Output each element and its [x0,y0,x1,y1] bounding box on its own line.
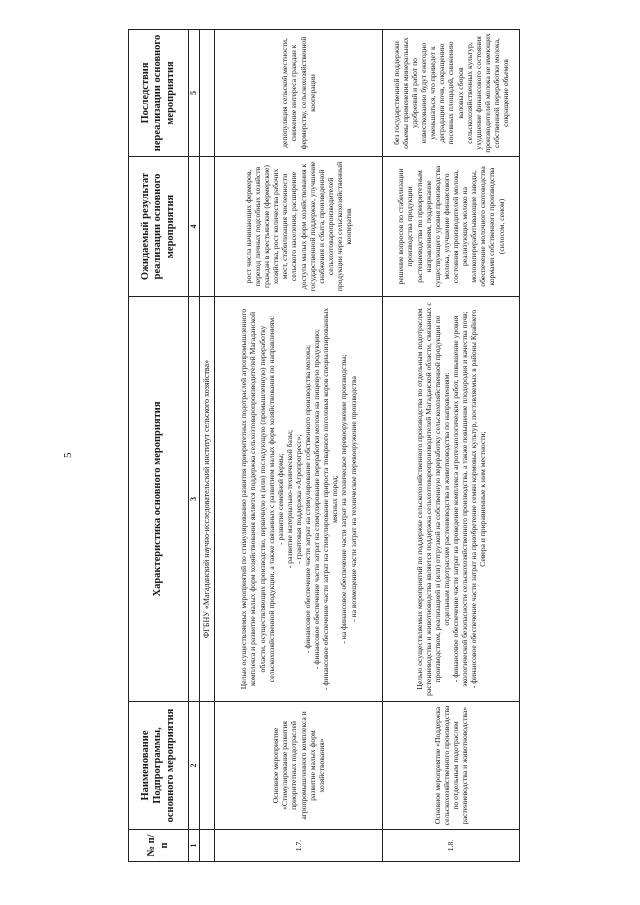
characteristic-line: - финансовое обеспечение части затрат на стимулирование собственного производства молока; [303,344,313,654]
subheader-empty-2 [200,702,215,830]
characteristic-line: - финансовое обеспечение части затрат на стимулирование прироста товарного поголовья коров специализированных мясных пород; [321,307,340,691]
col-header-consequence: Последствия нереализации основного мероприятия [129,30,189,157]
characteristic-line: - развитие материально-технической базы; [284,429,294,569]
characteristic-line: - на возмещение части затрат на техническое перевооружение производства [348,376,358,622]
characteristic-line: - на финансовое обеспечение части затрат на техническое перевооружение производства; [339,354,349,644]
consequence: без государственной поддержки объемы применения минеральных удобрений и работ по известкованию будут ежегодно уменьшаться, что приведет к деградации почв, сокращению посевных площадей, снижению валовых сборов сельскохозяйственных культур, ухудшение финансового состояния производителей молока не имеющих собственной переработки молока, сокращение объемов [383,30,520,157]
row-number: 1.8. [383,830,520,862]
subheader-empty-4 [200,157,215,297]
subheader-empty-1 [200,830,215,862]
measure-name: Основное мероприятие «Поддержка сельскохозяйственного производства по отдельным подотраслям растениеводства и животноводства» [383,702,520,830]
characteristic-line: Целью осуществляемых мероприятий по стимулированию развития приоритетных подотраслей агропромышленного комплекса и развитие малых форм хозяйствования является поддержка сельхозтоваропроизводителей Магаданской области, осуществляющих производство, первичную и (или) последующую (промышленную) переработку сельскохозяйственной продукции, а также связанных с развитием малых форм хозяйствования по направлениям: [239,308,276,690]
col-num-5: 5 [189,30,200,157]
col-num-1: 1 [189,830,200,862]
measure-characteristics [215,297,383,702]
col-header-num: № п/п [129,830,189,862]
col-header-name: Наименование Подпрограммы, основного мероприятия [129,702,189,830]
col-header-result: Ожидаемый результат реализации основного мероприятия [129,157,189,297]
table-row [215,30,383,862]
characteristic-line: - грантовая поддержка «Агропрогресс»; [293,434,303,564]
expected-result: решение вопросов по стабилизации производства продукции растениеводства по приоритетным направлениям, поддержание существующего уровня производства молока, улучшение финансового состояния производителей молока, реализующих молоко на молокоперерабатывающие заводы, обеспечение молочного скотоводства кормами собственного производства (силосом, сеном) [383,157,520,297]
table-row [383,30,520,862]
column-numbers-row [189,30,200,862]
characteristic-line: - развитие семейной фермы; [275,453,285,545]
table-header-row [129,30,189,862]
row-number: 1.7. [215,830,383,862]
col-num-4: 4 [189,157,200,297]
subheader-institute: ФГБНУ «Магаданский научно-исследовательский институт сельского хозяйства» [200,297,215,702]
consequence: депопуляция сельской местности, снижение интереса граждан к фермерству, сельскохозяйственной кооперации [215,30,383,157]
characteristic-line: - финансовое обеспечение части затрат на проведение комплекса агротехнологических работ, повышение уровня экологической безопасности сельскохозяйственного производства, а также повышение плодородия и качества почв; [451,311,470,687]
col-header-characteristics: Характеристика основного мероприятия [129,297,189,702]
subheader-empty-5 [200,30,215,157]
col-num-3: 3 [189,297,200,702]
measure-name: Основное мероприятие «Стимулирование развития приоритетных подотраслей агропромышленного комплекса и развитие малых форм хозяйствования» [215,702,383,830]
characteristic-line: - финансовое обеспечение части затрат на стимулирование переработки молока на пищевую продукцию; [312,328,322,670]
characteristic-line: - финансовое обеспечение части затрат на приобретение семян кормовых культур, поставляемых в районы Крайнего Севера и приравненные к ним местности; [469,309,488,689]
expected-result: рост числа начинающих фермеров, переход личных подсобных хозяйств граждан в крестьянские (фермерские) хозяйства, рост количества рабочих мест, стабилизация численности сельского населения, расширение доступа малых форм хозяйствования к государственной поддержке, улучшение снабжения и сбыта, произведенной сельхозтоваропроизводителей продукции через сельскохозяйственный кооператив [215,157,383,297]
measure-characteristics [383,297,520,702]
subheader-row [200,30,215,862]
characteristic-line: Целью осуществляемых мероприятий по поддержке сельскохозяйственного производства по отдельным подотраслям растениеводства и животноводства является поддержка сельхозтоваропроизводителей Магаданской области, связанных с производством, реализацией и (или) отгрузкой на собственную переработку сельскохозяйственной продукции по отдельным подотраслям растениеводства и животноводства по направлениям: [414,302,451,696]
page-number: 5 [62,452,74,458]
measures-table [128,29,520,862]
col-num-2: 2 [189,702,200,830]
rotated-table-container [128,30,520,862]
